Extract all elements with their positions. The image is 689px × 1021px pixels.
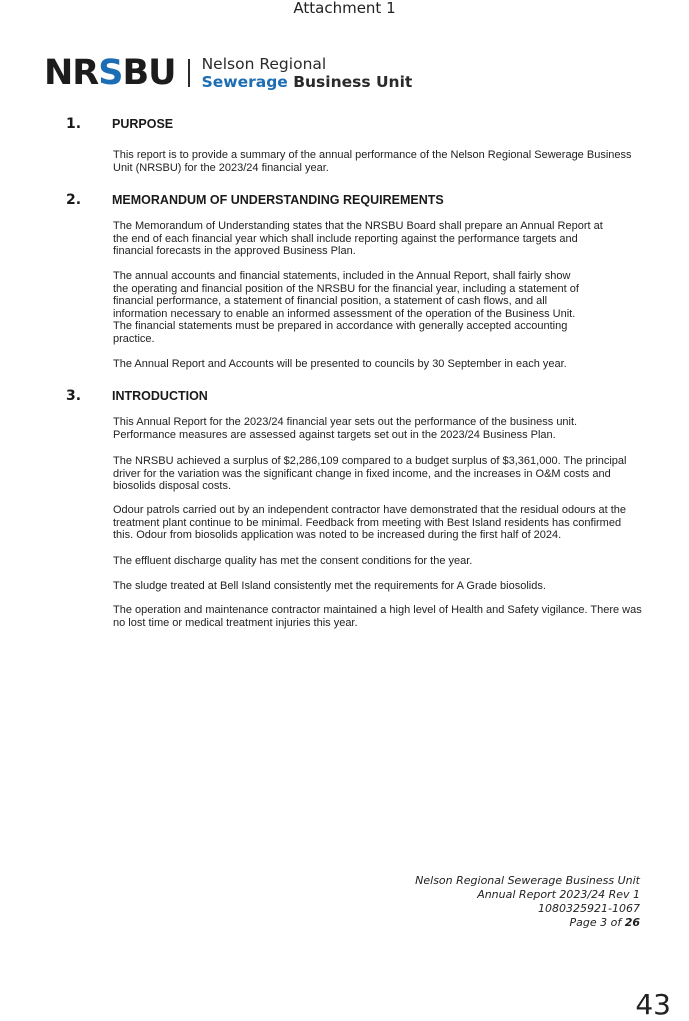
attachment-label: Attachment 1: [293, 0, 396, 17]
paragraph: The effluent discharge quality has met the consent conditions for the year.: [113, 555, 473, 567]
footer-page-number: Page 3 of 26: [569, 916, 640, 929]
section-title: MEMORANDUM OF UNDERSTANDING REQUIREMENTS: [112, 193, 444, 207]
paragraph: The Annual Report and Accounts will be presented to councils by 30 September in each year.: [113, 358, 567, 370]
footer-report: Annual Report 2023/24 Rev 1: [477, 888, 640, 901]
paragraph: The Memorandum of Understanding states that the NRSBU Board shall prepare an Annual Report at the end of each financial year which shall include reporting against the performance targets and financial forecasts in the approved Business Plan.: [113, 220, 603, 258]
section-number: 2.: [66, 192, 82, 208]
paragraph: The annual accounts and financial statements, included in the Annual Report, shall fairly show the operating and financial position of the NRSBU for the financial year, including a statement of financial performance, a statement of financial position, a statement of cash flows, and all information necessary to enable an informed assessment of the operation of the Business Unit. The financial statements must be prepared in accordance with generally accepted accounting practice.: [113, 270, 579, 345]
logo-divider: [188, 59, 190, 87]
section-heading-introduction: [66, 388, 208, 404]
nrsbu-logo: [44, 53, 412, 93]
section-number: 3.: [66, 388, 82, 404]
paragraph: This report is to provide a summary of the annual performance of the Nelson Regional Sewerage Business Unit (NRSBU) for the 2023/24 financial year.: [113, 149, 632, 174]
paragraph: The sludge treated at Bell Island consistently met the requirements for A Grade biosolids.: [113, 580, 546, 592]
paragraph: The operation and maintenance contractor maintained a high level of Health and Safety vigilance. There was no lost time or medical treatment injuries this year.: [113, 604, 642, 629]
footer-org: Nelson Regional Sewerage Business Unit: [415, 874, 640, 887]
logo-wordmark: Nelson Regional Sewerage Business Unit: [201, 55, 413, 91]
paragraph: The NRSBU achieved a surplus of $2,286,109 compared to a budget surplus of $3,361,000. The principal driver for the variation was the significant change in fixed income, and the increases in O&M costs and biosolids disposal costs.: [113, 455, 627, 493]
footer-doc-id: 1080325921-1067: [538, 902, 640, 915]
logo-mark: NRSBU: [44, 53, 176, 93]
section-title: PURPOSE: [112, 117, 174, 131]
section-number: 1.: [66, 116, 82, 132]
agenda-page-number: 43: [635, 988, 671, 1021]
paragraph: Odour patrols carried out by an independent contractor have demonstrated that the residual odours at the treatment plant continue to be minimal. Feedback from meeting with Best Island residents has confirmed this. Odour from biosolids application was noted to be increased during the first half of 2024.: [113, 504, 627, 542]
section-heading-mou: [66, 192, 444, 208]
section-title: INTRODUCTION: [112, 389, 208, 403]
page-footer: [415, 874, 640, 930]
section-heading-purpose: [66, 116, 173, 132]
paragraph: This Annual Report for the 2023/24 financial year sets out the performance of the business unit. Performance measures are assessed against targets set out in the 2023/24 Business Plan.: [113, 416, 578, 441]
